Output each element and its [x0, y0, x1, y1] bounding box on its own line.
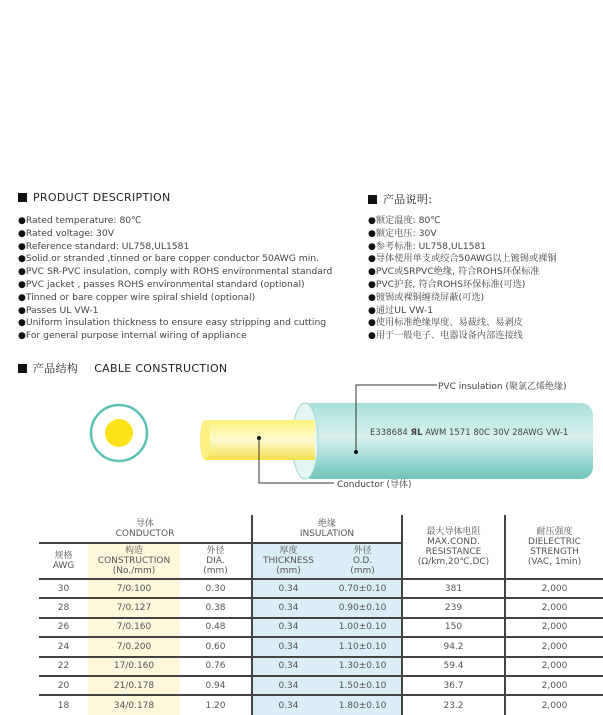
table-cell: 0.34	[252, 618, 324, 637]
table-cell: 0.76	[180, 657, 252, 676]
table-cell: 2,000	[505, 676, 603, 695]
table-cell: 1.00±0.10	[324, 618, 402, 637]
column-header: 规格 AWG	[52, 551, 75, 571]
description-item: ● Solid or stranded ,tinned or bare copper conductor 50AWG min.	[18, 253, 332, 266]
table-cell: 1.50±0.10	[324, 676, 402, 695]
column-header: 外径 DIA. (mm)	[203, 546, 228, 576]
table-cell: 1.10±0.10	[324, 637, 402, 656]
table-cell: 0.90±0.10	[324, 598, 402, 617]
table-cell: 2,000	[505, 579, 603, 598]
table-cell: 23.2	[402, 695, 505, 714]
table-cell: 0.70±0.10	[324, 579, 402, 598]
table-cell: 0.34	[252, 579, 324, 598]
table-cell: 94.2	[402, 637, 505, 656]
description-item: ● 参考标准: UL758,UL1581	[368, 241, 557, 254]
insulation-label: PVC insulation (聚氯乙烯绝缘)	[438, 382, 567, 392]
table-row	[39, 637, 603, 656]
description-item: ● PVC或SRPVC绝缘, 符合ROHS环保标准	[368, 266, 557, 279]
conductor-label: Conductor (导体)	[337, 480, 412, 490]
insulation-cylinder	[300, 403, 593, 479]
table-cell: 17/0.160	[88, 657, 180, 676]
column-header: 外径 O.D. (mm)	[324, 543, 402, 579]
table-row	[39, 618, 603, 637]
table-cell: 150	[402, 618, 505, 637]
description-item: ● Uniform insulation thickness to ensure easy stripping and cutting	[18, 317, 332, 330]
table-row	[39, 695, 603, 714]
table-cell: 7/0.160	[88, 618, 180, 637]
table-cell: 1.30±0.10	[324, 657, 402, 676]
table-cell: 2,000	[505, 637, 603, 656]
table-cell: 0.34	[252, 676, 324, 695]
description-item: ● Rated temperature: 80℃	[18, 215, 332, 228]
table-cell: 20	[39, 676, 88, 695]
product-description-heading-cn: 产品说明:	[368, 191, 432, 207]
table-cell: 0.94	[180, 676, 252, 695]
table-cell: 7/0.200	[88, 637, 180, 656]
description-item: ● 用于一般电子、电器设备内部连接线	[368, 330, 557, 343]
description-item: ● 通过UL VW-1	[368, 305, 557, 318]
table-cell: 7/0.127	[88, 598, 180, 617]
table-cell: 2,000	[505, 618, 603, 637]
description-item: ● Reference standard: UL758,UL1581	[18, 241, 332, 254]
cross-section-icon	[91, 405, 147, 461]
group-insulation: 绝缘 INSULATION	[252, 515, 402, 543]
table-row	[39, 598, 603, 617]
table-cell: 21/0.178	[88, 676, 180, 695]
description-item: ● 使用标准绝缘厚度、易裁线、易剥皮	[368, 317, 557, 330]
table-cell: 381	[402, 579, 505, 598]
cable-print: E338684 ЯL AWM 1571 80C 30V 28AWG VW-1	[370, 428, 569, 438]
description-item: ● For general purpose internal wiring of appliance	[18, 330, 332, 343]
table-cell: 0.60	[180, 637, 252, 656]
table-cell: 0.48	[180, 618, 252, 637]
table-row	[39, 657, 603, 676]
description-item: ● Rated voltage: 30V	[18, 228, 332, 241]
header-dielectric: 耐压强度 DIELECTRIC STRENGTH (VAC, 1min)	[505, 515, 603, 579]
description-item: ● PVC jacket , passes ROHS environmental standard (optional)	[18, 279, 332, 292]
product-description-heading: PRODUCT DESCRIPTION	[18, 191, 171, 204]
table-cell: 2,000	[505, 598, 603, 617]
table-cell: 24	[39, 637, 88, 656]
spec-table	[39, 515, 603, 715]
description-list-cn	[368, 215, 557, 343]
cable-construction-heading: 产品结构 CABLE CONSTRUCTION	[18, 360, 227, 376]
column-header: 厚度 THICKNESS (mm)	[252, 543, 324, 579]
description-item: ● Tinned or bare copper wire spiral shield (optional)	[18, 292, 332, 305]
table-cell: 2,000	[505, 695, 603, 714]
table-cell: 0.34	[252, 598, 324, 617]
table-cell: 59.4	[402, 657, 505, 676]
table-cell: 22	[39, 657, 88, 676]
table-row	[39, 579, 603, 598]
group-conductor: 导体 CONDUCTOR	[39, 515, 252, 543]
table-cell: 0.30	[180, 579, 252, 598]
table-cell: 2,000	[505, 657, 603, 676]
column-header: 构造 CONSTRUCTION (No./mm)	[88, 543, 180, 579]
table-cell: 239	[402, 598, 505, 617]
table-cell: 26	[39, 618, 88, 637]
description-item: ● PVC SR-PVC insulation, comply with ROHS environmental standard	[18, 266, 332, 279]
description-item: ● 额定温度: 80℃	[368, 215, 557, 228]
table-cell: 0.34	[252, 637, 324, 656]
description-item: ● 导体使用单支或绞合50AWG以上镀锡或裸铜	[368, 253, 557, 266]
description-item: ● 额定电压: 30V	[368, 228, 557, 241]
table-cell: 34/0.178	[88, 695, 180, 714]
conductor-core	[205, 420, 315, 460]
header-resistance: 最大导体电阻 MAX.COND. RESISTANCE (Ω/km,20℃,DC)	[402, 515, 505, 579]
table-cell: 0.38	[180, 598, 252, 617]
description-item: ● PVC护套, 符合ROHS环保标准(可选)	[368, 279, 557, 292]
table-cell: 1.80±0.10	[324, 695, 402, 714]
table-cell: 0.34	[252, 695, 324, 714]
table-cell: 0.34	[252, 657, 324, 676]
table-cell: 18	[39, 695, 88, 714]
description-item: ● 镀锡或裸铜缠绕屏蔽(可选)	[368, 292, 557, 305]
table-cell: 30	[39, 579, 88, 598]
ul-mark-icon: ЯL	[410, 428, 423, 438]
table-cell: 7/0.100	[88, 579, 180, 598]
table-cell: 1.20	[180, 695, 252, 714]
table-cell: 36.7	[402, 676, 505, 695]
table-cell: 28	[39, 598, 88, 617]
table-row	[39, 676, 603, 695]
description-list-en	[18, 215, 332, 343]
description-item: ● Passes UL VW-1	[18, 305, 332, 318]
